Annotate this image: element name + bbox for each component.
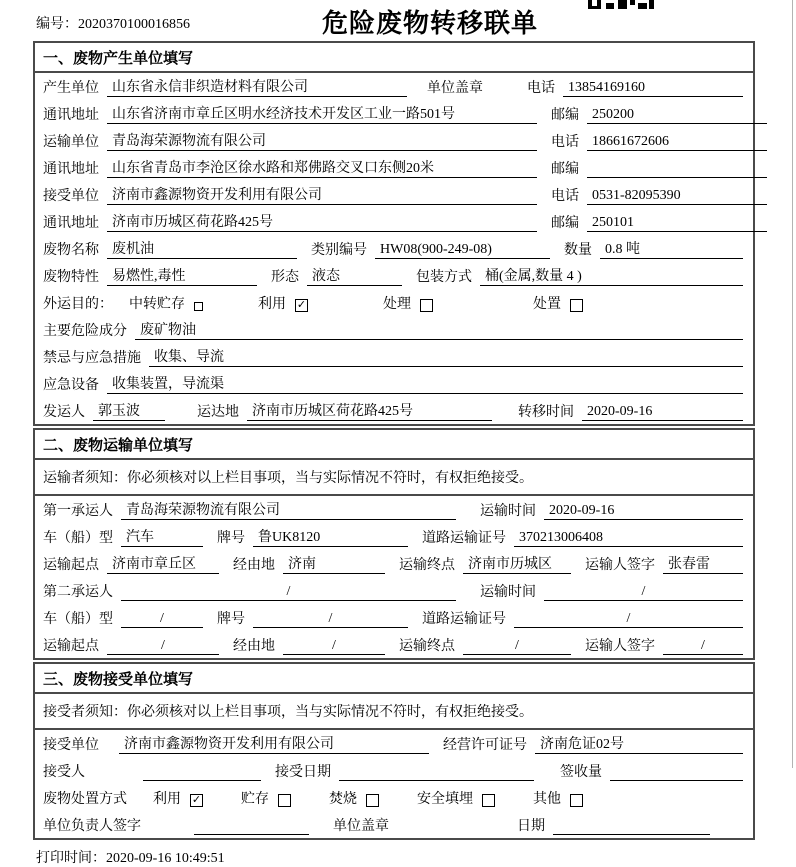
- transport-unit-value: 青岛海荣源物流有限公司: [107, 133, 537, 151]
- road-permit1-label: 道路运输证号: [422, 531, 506, 546]
- unit-seal-label: 单位盖章: [427, 81, 483, 96]
- receive-postcode-value: 250101: [587, 214, 767, 232]
- quantity-value: 0.8 吨: [600, 241, 743, 259]
- form-row: [35, 631, 753, 658]
- acceptor-label: 接受人: [43, 765, 85, 780]
- waste-code-label: 类别编号: [311, 243, 367, 258]
- waste-code-value: HW08(900-249-08): [375, 241, 550, 259]
- transport-postcode-label: 邮编: [551, 162, 579, 177]
- plate1-label: 牌号: [217, 531, 245, 546]
- section-receiver-heading: 三、废物接受单位填写: [35, 664, 753, 694]
- accept-unit-label: 接受单位: [43, 738, 99, 753]
- method-storage-checkbox: [241, 791, 291, 808]
- form-row: [35, 235, 753, 262]
- plate2-label: 牌号: [217, 612, 245, 627]
- transport-postcode-value: [587, 177, 767, 178]
- transport-address-label: 通讯地址: [43, 162, 99, 177]
- waste-property-label: 废物特性: [43, 270, 99, 285]
- form-row: [35, 370, 753, 397]
- section-producer-heading: 一、废物产生单位填写: [35, 43, 753, 73]
- terminus1-value: 济南市历城区: [463, 556, 571, 574]
- first-carrier-label: 第一承运人: [43, 504, 113, 519]
- producer-phone-label: 电话: [527, 81, 555, 96]
- producer-unit-value: 山东省永信非织造材料有限公司: [107, 79, 407, 97]
- receive-phone-label: 电话: [551, 189, 579, 204]
- waste-property-value: 易燃性,毒性: [107, 268, 257, 286]
- serial-number: 2020370100016856: [78, 17, 190, 32]
- form-row: [35, 757, 753, 784]
- transport-address-value: 山东省青岛市李沧区徐水路和郑佛路交叉口东侧20米: [107, 160, 537, 178]
- form-row: [35, 289, 753, 316]
- origin1-value: 济南市章丘区: [107, 556, 219, 574]
- receive-unit-label: 接受单位: [43, 189, 99, 204]
- waste-form-value: 液态: [307, 268, 402, 286]
- checkbox-label: 焚烧: [329, 792, 357, 807]
- document-header: [0, 0, 796, 41]
- form-sections: [0, 41, 796, 840]
- acceptor-value: [143, 780, 261, 781]
- unchecked-box-icon: [194, 302, 203, 311]
- checked-box-icon: ✓: [296, 299, 307, 311]
- carrier-sign1-value: 张春雷: [663, 556, 743, 574]
- serial-number-line: [36, 13, 190, 33]
- receive-address-value: 济南市历城区荷花路425号: [107, 214, 537, 232]
- form-row: [35, 181, 753, 208]
- second-transport-time-value: /: [544, 583, 743, 601]
- print-time-value: 2020-09-16 10:49:51: [106, 851, 225, 866]
- received-quantity-value: [610, 780, 743, 781]
- form-row: [35, 100, 753, 127]
- form-row: [35, 496, 753, 523]
- vehicle-type2-label: 车（船）型: [43, 612, 113, 627]
- first-transport-time-label: 运输时间: [480, 504, 536, 519]
- checked-box-icon: ✓: [191, 794, 202, 806]
- serial-label: 编号：: [36, 17, 78, 32]
- via1-label: 经由地: [233, 558, 275, 573]
- vehicle-type1-label: 车（船）型: [43, 531, 113, 546]
- vehicle-type2-value: /: [121, 610, 203, 628]
- destination-label: 运达地: [197, 405, 239, 420]
- emergency-equipment-value: 收集装置，导流渠: [107, 376, 743, 394]
- license-number-value: 济南危证02号: [535, 736, 743, 754]
- outbound-purpose-label: 外运目的：: [43, 297, 113, 312]
- page-title: 危险废物转移联单: [321, 9, 539, 38]
- section-producer: [33, 41, 755, 426]
- checkbox-label: 处置: [533, 297, 561, 312]
- checkbox-label: 利用: [258, 297, 286, 312]
- via2-label: 经由地: [233, 639, 275, 654]
- packaging-label: 包装方式: [416, 270, 472, 285]
- waste-form-label: 形态: [271, 270, 299, 285]
- form-row: [35, 811, 753, 838]
- form-row: [35, 604, 753, 631]
- plate1-value: 鲁UK8120: [253, 529, 408, 547]
- vehicle-type1-value: 汽车: [121, 529, 203, 547]
- road-permit2-label: 道路运输证号: [422, 612, 506, 627]
- unchecked-box-icon: [366, 794, 379, 807]
- taboo-measures-value: 收集、导流: [149, 349, 743, 367]
- unchecked-box-icon: [278, 794, 291, 807]
- receive-phone-value: 0531-82095390: [587, 187, 767, 205]
- producer-phone-value: 13854169160: [563, 79, 743, 97]
- quantity-label: 数量: [564, 243, 592, 258]
- purpose-utilize-checkbox: [258, 296, 308, 313]
- receive-unit-value: 济南市鑫源物资开发利用有限公司: [107, 187, 537, 205]
- unchecked-box-icon: [420, 299, 433, 312]
- road-permit1-value: 370213006408: [514, 529, 743, 547]
- via2-value: /: [283, 637, 385, 655]
- section-transporter-notice: 运输者须知：你必须核对以上栏目事项，当与实际情况不符时，有权拒绝接受。: [35, 460, 753, 496]
- responsible-sign-label: 单位负责人签字: [43, 819, 141, 834]
- via1-value: 济南: [283, 556, 385, 574]
- accept-date-value: [339, 780, 534, 781]
- section-transporter: [33, 428, 755, 660]
- form-row: [35, 730, 753, 757]
- packaging-value: 桶(金属,数量 4 ): [480, 268, 743, 286]
- form-row: [35, 784, 753, 811]
- receive-address-label: 通讯地址: [43, 216, 99, 231]
- section-receiver: [33, 662, 755, 840]
- form-row: [35, 208, 753, 235]
- main-hazard-value: 废矿物油: [135, 322, 743, 340]
- purpose-transfer-storage-checkbox: [129, 296, 203, 313]
- form-row: [35, 154, 753, 181]
- receive-postcode-label: 邮编: [551, 216, 579, 231]
- checkbox-label: 利用: [153, 792, 181, 807]
- responsible-sign-value: [194, 834, 309, 835]
- unchecked-box-icon: [482, 794, 495, 807]
- form-row: [35, 316, 753, 343]
- method-other-checkbox: [533, 791, 583, 808]
- producer-postcode-label: 邮编: [551, 108, 579, 123]
- checkbox-label: 安全填埋: [417, 792, 473, 807]
- page-edge-line: [792, 0, 793, 768]
- terminus2-label: 运输终点: [399, 639, 455, 654]
- form-row: [35, 73, 753, 100]
- form-row: [35, 550, 753, 577]
- origin2-label: 运输起点: [43, 639, 99, 654]
- date-label: 日期: [517, 819, 545, 834]
- taboo-measures-label: 禁忌与应急措施: [43, 351, 141, 366]
- consignor-label: 发运人: [43, 405, 85, 420]
- method-utilize-checkbox: [153, 791, 203, 808]
- method-landfill-checkbox: [417, 791, 495, 808]
- carrier-sign2-label: 运输人签字: [585, 639, 655, 654]
- waste-name-value: 废机油: [107, 241, 297, 259]
- license-label: 经营许可证号: [443, 738, 527, 753]
- consignor-value: 郭玉波: [93, 403, 165, 421]
- checkbox-label: 其他: [533, 792, 561, 807]
- section-receiver-notice: 接受者须知：你必须核对以上栏目事项，当与实际情况不符时，有权拒绝接受。: [35, 694, 753, 730]
- producer-postcode-value: 250200: [587, 106, 767, 124]
- form-row: [35, 127, 753, 154]
- second-transport-time-label: 运输时间: [480, 585, 536, 600]
- second-carrier-label: 第二承运人: [43, 585, 113, 600]
- received-quantity-label: 签收量: [560, 765, 602, 780]
- receiver-seal-label: 单位盖章: [333, 819, 389, 834]
- form-row: [35, 577, 753, 604]
- producer-address-label: 通讯地址: [43, 108, 99, 123]
- checkbox-label: 中转贮存: [129, 297, 185, 312]
- form-row: [35, 397, 753, 424]
- destination-value: 济南市历城区荷花路425号: [247, 403, 492, 421]
- checkbox-label: 处理: [383, 297, 411, 312]
- producer-address-value: 山东省济南市章丘区明水经济技术开发区工业一路501号: [107, 106, 537, 124]
- producer-unit-label: 产生单位: [43, 81, 99, 96]
- terminus1-label: 运输终点: [399, 558, 455, 573]
- date-value: [553, 834, 710, 835]
- transport-phone-value: 18661672606: [587, 133, 767, 151]
- transport-phone-label: 电话: [551, 135, 579, 150]
- waste-name-label: 废物名称: [43, 243, 99, 258]
- transfer-time-label: 转移时间: [518, 405, 574, 420]
- road-permit2-value: /: [514, 610, 743, 628]
- section-transporter-heading: 二、废物运输单位填写: [35, 430, 753, 460]
- form-row: [35, 523, 753, 550]
- first-carrier-value: 青岛海荣源物流有限公司: [121, 502, 456, 520]
- disposal-method-label: 废物处置方式: [43, 792, 127, 807]
- carrier-sign1-label: 运输人签字: [585, 558, 655, 573]
- method-incinerate-checkbox: [329, 791, 379, 808]
- accept-unit-value: 济南市鑫源物资开发利用有限公司: [119, 736, 429, 754]
- accept-date-label: 接受日期: [275, 765, 331, 780]
- second-carrier-value: /: [121, 583, 456, 601]
- unchecked-box-icon: [570, 794, 583, 807]
- origin2-value: /: [107, 637, 219, 655]
- print-time-label: 打印时间：: [36, 851, 106, 866]
- unchecked-box-icon: [570, 299, 583, 312]
- form-row: [35, 262, 753, 289]
- plate2-value: /: [253, 610, 408, 628]
- terminus2-value: /: [463, 637, 571, 655]
- carrier-sign2-value: /: [663, 637, 743, 655]
- emergency-equipment-label: 应急设备: [43, 378, 99, 393]
- origin1-label: 运输起点: [43, 558, 99, 573]
- transfer-time-value: 2020-09-16: [582, 403, 743, 421]
- purpose-treatment-checkbox: [383, 296, 433, 313]
- main-hazard-label: 主要危险成分: [43, 324, 127, 339]
- transport-unit-label: 运输单位: [43, 135, 99, 150]
- checkbox-label: 贮存: [241, 792, 269, 807]
- first-transport-time-value: 2020-09-16: [544, 502, 743, 520]
- purpose-disposal-checkbox: [533, 296, 583, 313]
- form-row: [35, 343, 753, 370]
- print-time-line: [36, 847, 796, 867]
